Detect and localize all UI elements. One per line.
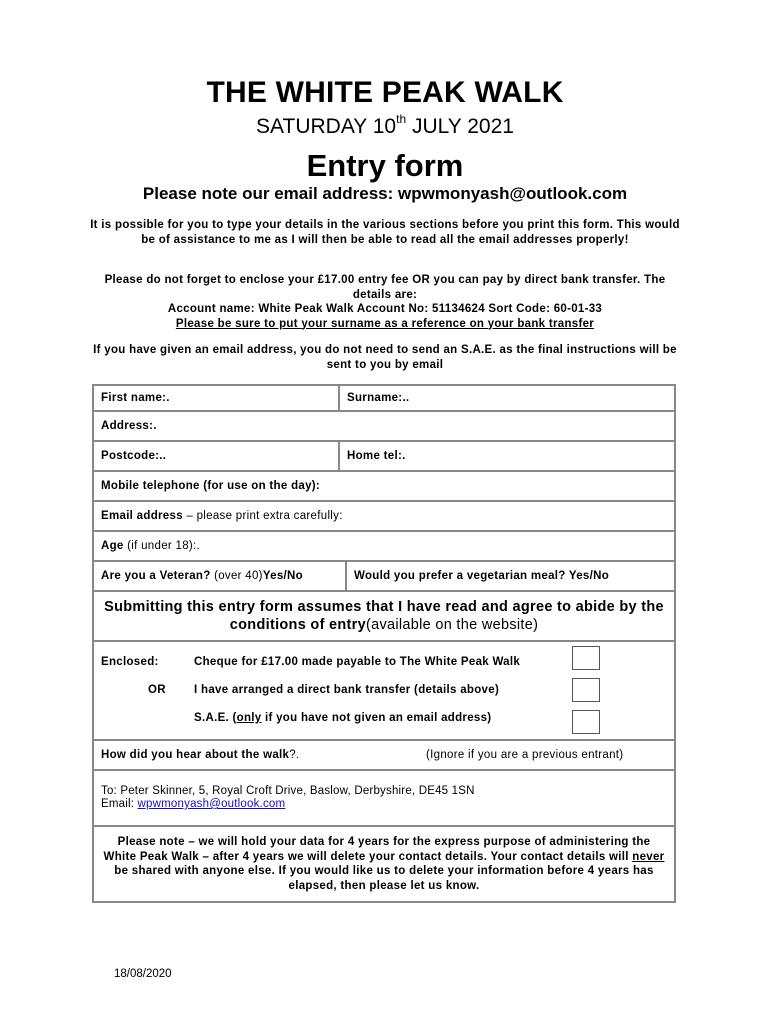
intro-paragraph-payment — [90, 273, 680, 331]
bank-transfer-option: I have arranged a direct bank transfer (details above) — [194, 684, 500, 696]
bank-transfer-checkbox[interactable] — [572, 678, 600, 702]
hear-about-field[interactable] — [94, 741, 419, 769]
hear-about-row — [94, 741, 674, 771]
age-label: Age — [101, 540, 124, 552]
sae-prefix: S.A.E. ( — [194, 712, 237, 724]
veteran-yes-no: Yes/No — [262, 570, 303, 582]
postal-to-line: To: Peter Skinner, 5, Royal Croft Drive, Baslow, Derbyshire, DE45 1SN — [101, 785, 475, 797]
postal-address — [94, 771, 674, 825]
surname-field[interactable]: Surname:.. — [347, 392, 410, 404]
enclosed-label: Enclosed: — [101, 656, 159, 668]
agreement-text — [102, 598, 666, 634]
sae-suffix: if you have not given an email address) — [261, 712, 492, 724]
bank-reference-note: Please be sure to put your surname as a reference on your bank transfer — [175, 317, 595, 330]
privacy-part-1: Please note – we will hold your data for 4 years for the express purpose of administering the White Peak Walk – after 4 years we will delete your contact details. Your contact details will — [103, 836, 651, 863]
mobile-row — [94, 472, 674, 502]
date-month-year: JULY 2021 — [406, 115, 514, 138]
date-suffix: th — [396, 112, 407, 126]
enclosed-cheque-option: Cheque for £17.00 made payable to The White Peak Walk — [194, 656, 521, 668]
payment-instruction: Please do not forget to enclose your £17.00 entry fee OR you can pay by direct bank transfer. The details are: — [104, 274, 666, 301]
privacy-never: never — [632, 850, 665, 863]
veteran-label: Are you a Veteran? — [101, 570, 211, 582]
age-field[interactable] — [94, 532, 674, 560]
privacy-row — [94, 827, 674, 901]
postal-email-line — [101, 798, 285, 811]
age-row — [94, 532, 674, 562]
email-note: Please note our email address: wpwmonyash@outlook.com — [142, 184, 628, 203]
vegetarian-field[interactable]: Would you prefer a vegetarian meal? Yes/No — [354, 570, 610, 582]
form-title: Entry form — [306, 148, 464, 183]
address-field[interactable]: Address:. — [101, 420, 157, 432]
email-hint: – please print extra carefully: — [182, 510, 343, 522]
name-row — [94, 386, 674, 412]
event-date — [0, 112, 770, 139]
age-hint: (if under 18):. — [123, 540, 201, 552]
footer-date: 18/08/2020 — [114, 968, 172, 980]
sae-only: only — [236, 712, 262, 724]
email-row — [94, 502, 674, 532]
mobile-field[interactable]: Mobile telephone (for use on the day): — [101, 480, 321, 492]
agreement-bold: Submitting this entry form assumes that I have read and agree to abide by the conditions of entry — [104, 599, 664, 633]
privacy-part-2: be shared with anyone else. If you would like us to delete your information before 4 years has elapsed, then please let us know. — [114, 865, 654, 892]
intro-paragraph-type: It is possible for you to type your details in the various sections before you print this form. This would be of assistance to me as I will then be able to read all the email addresses properly! — [90, 219, 680, 246]
sae-checkbox[interactable] — [572, 710, 600, 734]
veteran-hint: (over 40) — [210, 570, 263, 582]
entry-form-table — [92, 384, 676, 903]
hear-about-suffix: ?. — [289, 749, 300, 761]
email-field[interactable] — [94, 502, 674, 530]
veteran-row — [94, 562, 674, 592]
first-name-field[interactable]: First name:. — [94, 386, 340, 410]
agreement-row — [94, 592, 674, 642]
intro-paragraph-sae: If you have given an email address, you do not need to send an S.A.E. as the final instructions will be sent to you by email — [93, 344, 677, 371]
or-label: OR — [148, 684, 166, 696]
postcode-row — [94, 442, 674, 472]
postal-address-row — [94, 771, 674, 827]
cheque-checkbox[interactable] — [572, 646, 600, 670]
email-link[interactable]: wpwmonyash@outlook.com — [137, 798, 286, 810]
agreement-statement — [94, 592, 674, 640]
sae-option — [194, 712, 491, 724]
postcode-field[interactable]: Postcode:.. — [94, 442, 340, 470]
hear-about-label: How did you hear about the walk — [101, 749, 290, 761]
home-tel-field[interactable]: Home tel:. — [347, 450, 406, 462]
enclosed-row — [94, 642, 674, 741]
privacy-text — [100, 835, 668, 893]
email-label: Email address — [101, 510, 183, 522]
date-day: SATURDAY 10 — [256, 115, 397, 138]
veteran-field[interactable] — [94, 562, 347, 590]
page-title: THE WHITE PEAK WALK — [206, 76, 564, 109]
hear-about-hint: (Ignore if you are a previous entrant) — [426, 749, 624, 761]
address-row — [94, 412, 674, 442]
bank-details: Account name: White Peak Walk Account No: 51134624 Sort Code: 60-01-33 — [167, 303, 603, 315]
agreement-website-note: (available on the website) — [365, 617, 539, 633]
postal-email-label: Email: — [101, 798, 138, 810]
privacy-notice — [94, 827, 674, 901]
